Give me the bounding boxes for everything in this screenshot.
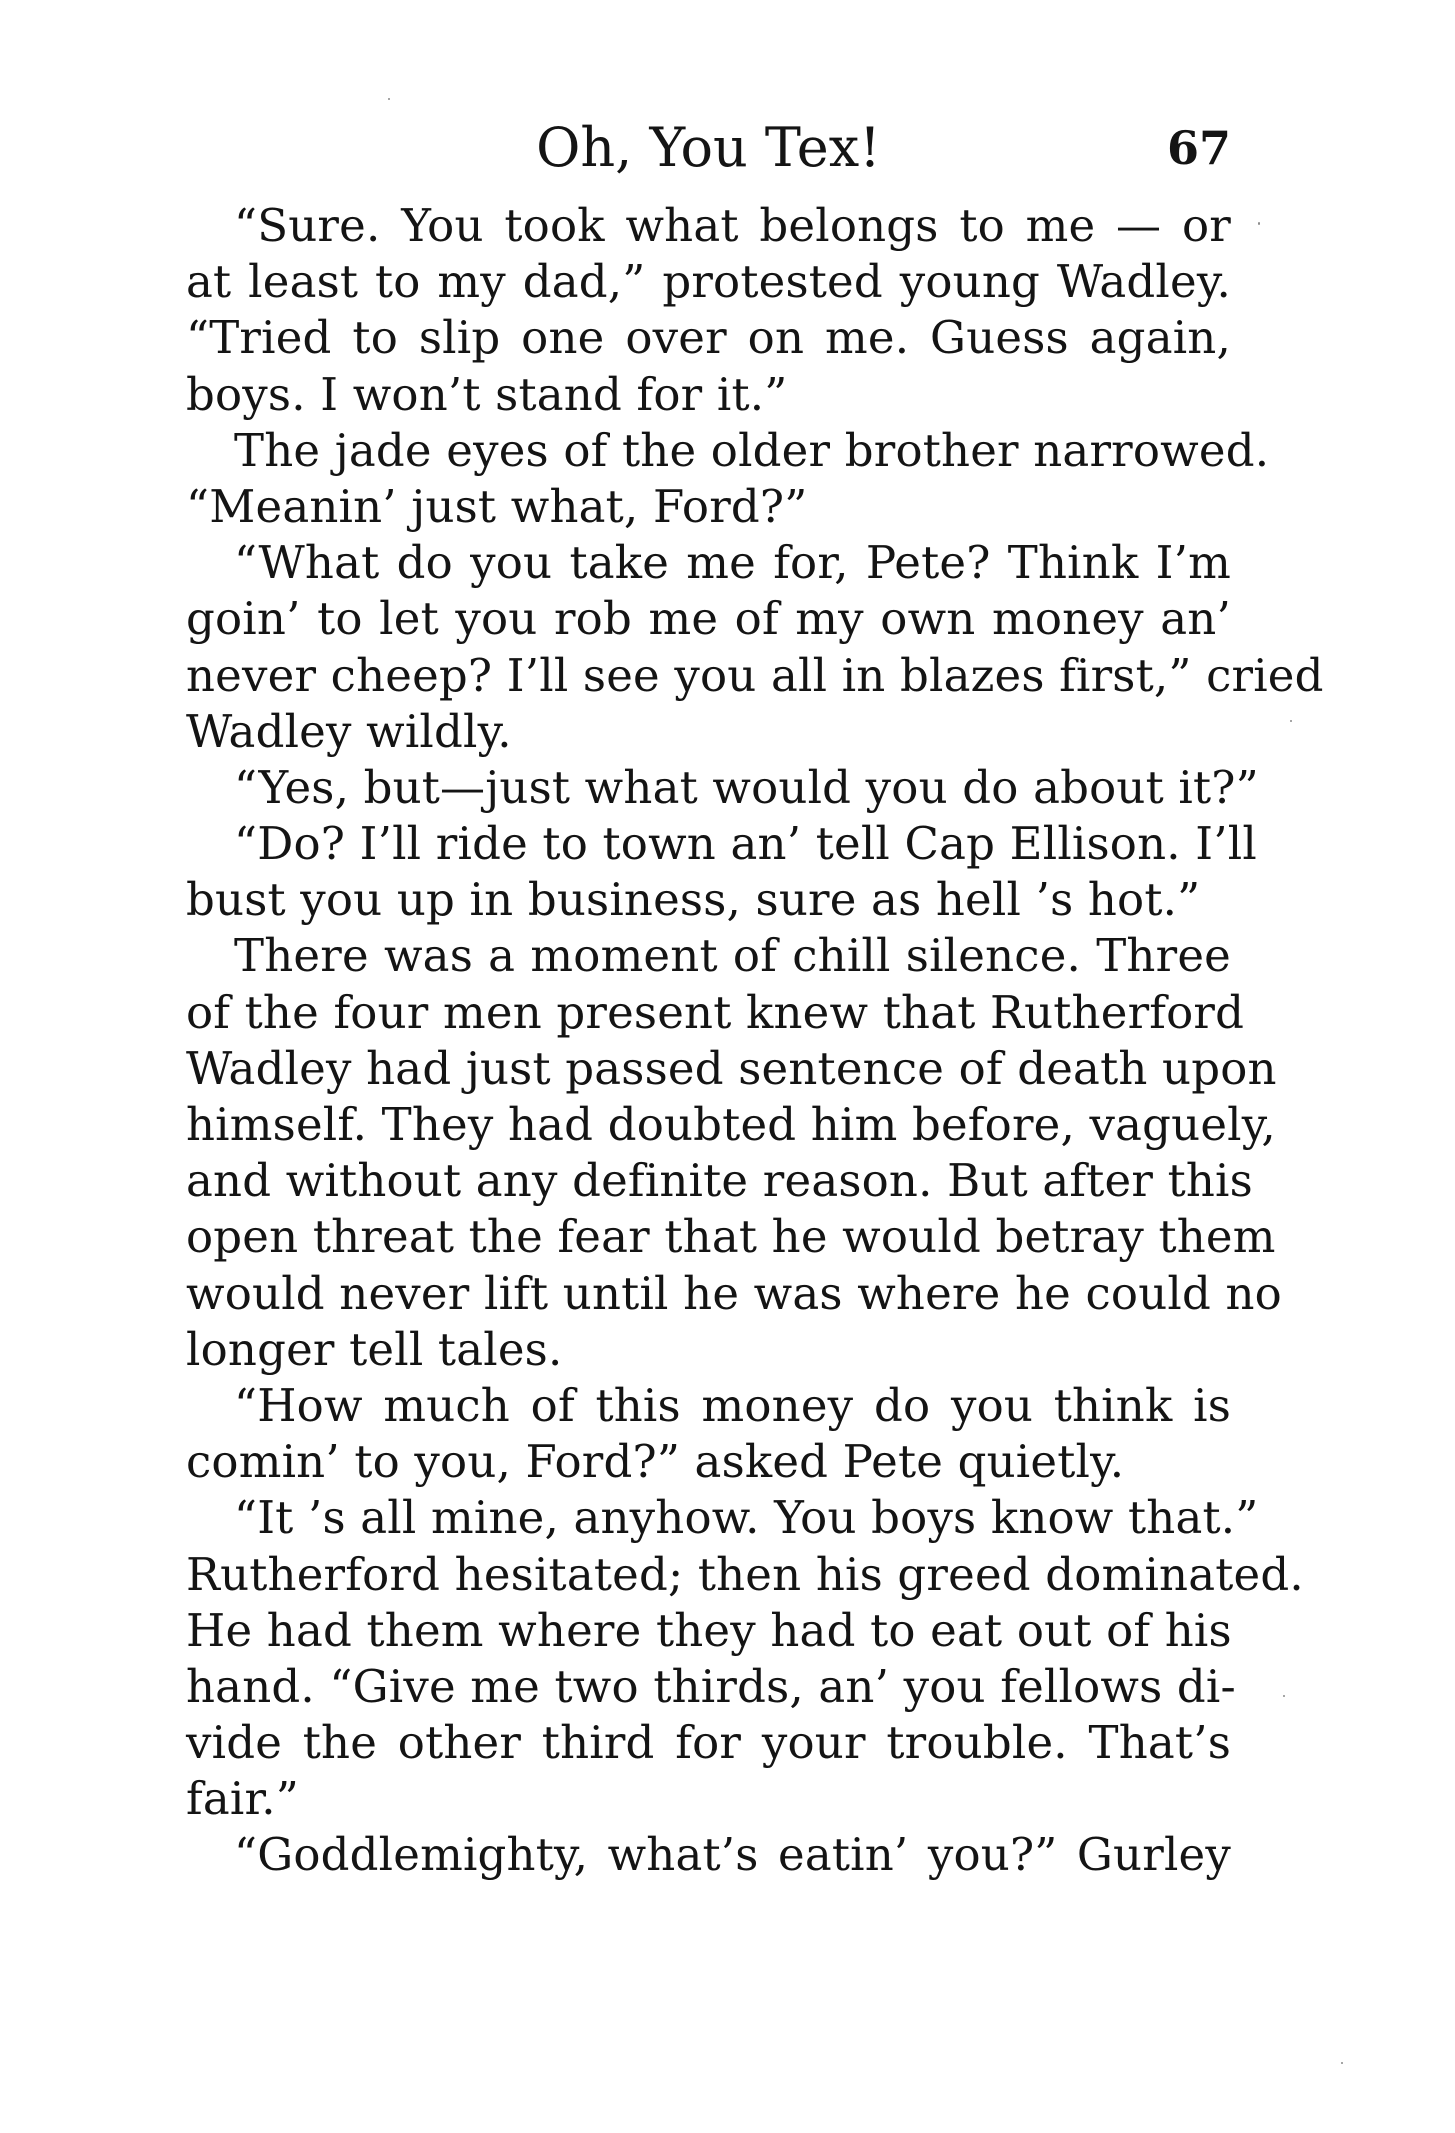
text-line: Wadley wildly. bbox=[186, 704, 512, 758]
text-line: “What do you take me for, Pete? Think I’m bbox=[234, 536, 1231, 590]
text-line: comin’ to you, Ford?” asked Pete quietly. bbox=[186, 1435, 1125, 1489]
text-line: bust you up in business, sure as hell ’s hot.” bbox=[186, 873, 1201, 927]
text-line: The jade eyes of the older brother narrowed. bbox=[234, 423, 1270, 477]
text-line: vide the other third for your trouble. That’s bbox=[186, 1716, 1231, 1770]
text-line: would never lift until he was where he could no bbox=[186, 1266, 1282, 1320]
text-line: “How much of this money do you think is bbox=[234, 1378, 1231, 1432]
scan-speck bbox=[388, 98, 390, 100]
text-line: goin’ to let you rob me of my own money an’ bbox=[186, 592, 1231, 646]
text-line: “Tried to slip one over on me. Guess again, bbox=[186, 311, 1231, 365]
text-line: open threat the fear that he would betray them bbox=[186, 1210, 1276, 1264]
text-line: “Yes, but—just what would you do about it?” bbox=[234, 760, 1259, 814]
text-line: hand. “Give me two thirds, an’ you fellows di- bbox=[186, 1659, 1236, 1713]
running-head-title: Oh, You Tex! bbox=[536, 116, 881, 179]
text-line: “Goddlemighty, what’s eatin’ you?” Gurley bbox=[234, 1828, 1231, 1882]
text-line: Rutherford hesitated; then his greed dominated. bbox=[186, 1547, 1304, 1601]
scan-speck bbox=[1283, 1695, 1285, 1697]
running-head bbox=[186, 108, 1231, 188]
text-line: fair.” bbox=[186, 1772, 299, 1826]
text-line: Wadley had just passed sentence of death upon bbox=[186, 1041, 1277, 1095]
scan-speck bbox=[1341, 2062, 1343, 2064]
scan-speck bbox=[1290, 720, 1292, 722]
text-line: He had them where they had to eat out of his bbox=[186, 1603, 1232, 1657]
text-line: himself. They had doubted him before, vaguely, bbox=[186, 1098, 1276, 1151]
text-line: “Meanin’ just what, Ford?” bbox=[186, 479, 808, 533]
text-line: never cheep? I’ll see you all in blazes first,” cried bbox=[186, 648, 1324, 702]
text-line: There was a moment of chill silence. Three bbox=[234, 929, 1231, 983]
text-line: longer tell tales. bbox=[186, 1322, 563, 1376]
text-line: and without any definite reason. But after this bbox=[186, 1154, 1253, 1208]
text-line: boys. I won’t stand for it.” bbox=[186, 367, 788, 421]
text-line: at least to my dad,” protested young Wadley. bbox=[186, 255, 1231, 309]
text-line: “It ’s all mine, anyhow. You boys know that.” bbox=[234, 1491, 1259, 1545]
body-text bbox=[186, 198, 1324, 1884]
text-line: of the four men present knew that Rutherford bbox=[186, 985, 1245, 1039]
scan-speck bbox=[1258, 222, 1260, 225]
text-line: “Do? I’ll ride to town an’ tell Cap Ellison. I’ll bbox=[234, 817, 1257, 871]
page-number: 67 bbox=[1166, 121, 1231, 175]
text-line: “Sure. You took what belongs to me — or bbox=[234, 199, 1231, 252]
